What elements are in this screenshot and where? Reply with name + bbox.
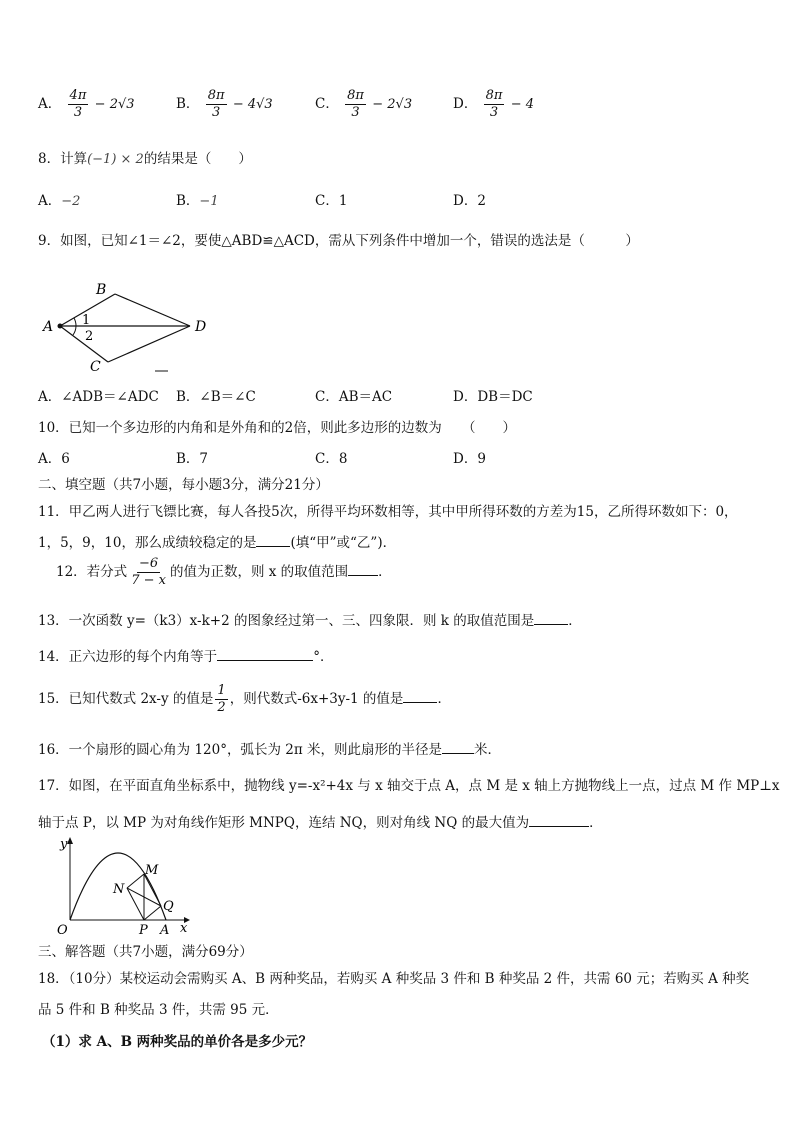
- q7-option-d: [453, 88, 534, 121]
- q8-prefix: 8．计算: [38, 151, 88, 167]
- label-n: N: [113, 882, 125, 897]
- q11-hint: (填“甲”或“乙”)．: [290, 535, 397, 551]
- q17-end: ．: [589, 815, 603, 831]
- q11-line-2: [38, 531, 396, 551]
- q11-line-1: 11．甲乙两人进行飞镖比赛，每人各投5次，所得平均环数相等，其中甲所得环数的方差为15，乙所得环数如下：0，: [38, 504, 738, 520]
- segment-bd: [115, 294, 190, 326]
- fraction: [215, 683, 227, 716]
- label-b: B: [96, 282, 107, 298]
- answer-blank[interactable]: [256, 534, 290, 547]
- fraction: [484, 88, 505, 121]
- option-label: D．: [453, 96, 478, 112]
- denominator: 7 − x: [131, 573, 166, 588]
- label-a: A: [160, 923, 170, 938]
- q15-prefix: 15．已知代数式 2x-y 的值是: [38, 691, 214, 707]
- numerator: 8π: [485, 88, 503, 103]
- segment-ac: [60, 326, 108, 362]
- q9-option-b: [176, 385, 256, 405]
- q13-text: 13．一次函数 y=（k3）x-k+2 的图象经过第一、三、四象限．则 k 的取值范围是: [38, 613, 535, 629]
- q9-figure: [40, 280, 215, 375]
- answer-blank[interactable]: [529, 814, 589, 827]
- option-tail: − 2√3: [94, 97, 135, 112]
- option-label: C．: [315, 193, 339, 209]
- q17-figure: [52, 832, 197, 938]
- option-value: 6: [61, 451, 70, 467]
- q14-question: [38, 645, 333, 665]
- denominator: 3: [489, 105, 499, 120]
- label-angle-2: 2: [85, 329, 94, 344]
- q14-text: 14．正六边形的每个内角等于: [38, 649, 218, 665]
- q10-option-a: [38, 447, 70, 467]
- q8-option-b: [176, 189, 219, 209]
- option-label: B．: [176, 389, 200, 405]
- q18-line-2: 品 5 件和 B 种奖品 3 件，共需 95 元．: [38, 1002, 279, 1018]
- option-value: −2: [61, 194, 81, 209]
- option-label: A．: [38, 193, 62, 209]
- q8-suffix: 的结果是（ ）: [143, 151, 252, 167]
- q8-option-c: [315, 189, 347, 209]
- q18-sub-1: （1）求 A、B 两种奖品的单价各是多少元？: [42, 1034, 313, 1050]
- q9-option-d: [453, 385, 533, 405]
- q15-end: ．: [437, 691, 451, 707]
- label-d: D: [195, 319, 207, 335]
- option-value: 2: [477, 193, 486, 209]
- option-label: C．: [315, 451, 339, 467]
- option-value: 7: [199, 451, 209, 467]
- option-tail: − 4: [510, 97, 535, 112]
- q12-question: [56, 556, 392, 589]
- label-p: P: [139, 923, 148, 938]
- option-label: C．: [315, 96, 339, 112]
- option-value: 1: [338, 193, 348, 209]
- option-label: D．: [453, 451, 478, 467]
- q16-end: 米．: [474, 742, 502, 758]
- option-label: D．: [453, 193, 478, 209]
- option-label: C．: [315, 389, 339, 405]
- numerator: −6: [138, 556, 159, 571]
- y-axis-arrow: [67, 837, 73, 844]
- denominator: 3: [73, 105, 83, 120]
- q12-prefix: 12．若分式: [56, 564, 128, 580]
- numerator: 8π: [207, 88, 225, 103]
- q12-end: ．: [378, 564, 392, 580]
- option-value: 8: [338, 451, 348, 467]
- q7-option-a: [38, 88, 135, 121]
- angle-1-arc: [74, 318, 76, 326]
- q7-option-c: [315, 88, 412, 121]
- q16-text: 16．一个扇形的圆心角为 120°，弧长为 2π 米，则此扇形的半径是: [38, 742, 443, 758]
- option-value: ∠ADB＝∠ADC: [61, 389, 159, 405]
- denominator: 2: [217, 700, 226, 715]
- q8-question: [38, 147, 252, 167]
- option-label: B．: [176, 96, 200, 112]
- q8-expression: (−1) × 2: [87, 152, 144, 167]
- option-label: A．: [38, 451, 62, 467]
- q14-end: °．: [313, 649, 334, 665]
- q17-line-2: [38, 811, 603, 831]
- fraction: [206, 88, 227, 121]
- q17-line-1: 17．如图，在平面直角坐标系中，抛物线 y=-x²+4x 与 x 轴交于点 A，点 M 是 x 轴上方抛物线上一点，过点 M 作 MP⊥x: [38, 778, 780, 794]
- answer-blank[interactable]: [403, 690, 437, 703]
- option-value: AB＝AC: [338, 389, 393, 405]
- fraction: [68, 88, 89, 121]
- q9-option-a: [38, 385, 159, 405]
- q18-line-1: 18．（10分）某校运动会需购买 A、B 两种奖品，若购买 A 种奖品 3 件和 B 种奖品 2 件，共需 60 元；若购买 A 种奖: [38, 971, 750, 987]
- section-3-heading: 三、解答题（共7小题，满分69分）: [38, 944, 253, 960]
- q10-option-d: [453, 447, 486, 467]
- answer-blank[interactable]: [348, 563, 378, 576]
- q8-option-a: [38, 189, 80, 209]
- point-a-dot: [58, 324, 63, 329]
- label-c: C: [90, 359, 101, 375]
- option-value: DB＝DC: [477, 389, 533, 405]
- q16-question: [38, 738, 501, 758]
- q9-option-c: [315, 385, 392, 405]
- segment-qp: [144, 906, 161, 920]
- section-2-heading: 二、填空题（共7小题，每小题3分，满分21分）: [38, 477, 329, 493]
- label-x: x: [180, 921, 188, 936]
- option-label: B．: [176, 193, 200, 209]
- q10-question: 10．已知一个多边形的内角和是外角和的2倍，则此多边形的边数为 （ ）: [38, 420, 517, 436]
- option-label: A．: [38, 389, 62, 405]
- denominator: 3: [351, 105, 360, 120]
- option-value: −1: [199, 194, 219, 209]
- q17-text: 轴于点 P，以 MP 为对角线作矩形 MNPQ，连结 NQ，则对角线 NQ 的最大值为: [38, 815, 530, 831]
- q13-end: ．: [568, 613, 582, 629]
- segment-nm: [127, 874, 144, 888]
- option-value: 9: [477, 451, 486, 467]
- option-tail: − 4√3: [232, 97, 273, 112]
- option-value: ∠B＝∠C: [199, 389, 256, 405]
- q15-suffix: ，则代数式-6x+3y-1 的值是: [229, 691, 404, 707]
- numerator: 1: [217, 683, 226, 698]
- q10-option-b: [176, 447, 208, 467]
- option-label: B．: [176, 451, 200, 467]
- answer-blank[interactable]: [442, 741, 474, 754]
- q10-option-c: [315, 447, 347, 467]
- label-a: A: [43, 319, 54, 335]
- answer-blank[interactable]: [534, 612, 568, 625]
- option-label: A．: [38, 96, 62, 112]
- fraction: [129, 556, 168, 589]
- label-angle-1: 1: [82, 313, 91, 328]
- answer-blank[interactable]: [217, 648, 313, 661]
- angle-2-arc: [73, 326, 76, 335]
- label-o: O: [57, 923, 68, 938]
- q13-question: [38, 609, 582, 629]
- fraction: [345, 88, 366, 121]
- option-tail: − 2√3: [372, 97, 413, 112]
- numerator: 8π: [347, 88, 364, 103]
- q7-option-b: [176, 88, 273, 121]
- segment-cd: [108, 326, 190, 362]
- option-label: D．: [453, 389, 478, 405]
- numerator: 4π: [69, 88, 87, 103]
- denominator: 3: [211, 105, 221, 120]
- label-y: y: [60, 837, 68, 852]
- q11-text: 1，5，9，10，那么成绩较稳定的是: [38, 535, 257, 551]
- label-m: M: [145, 863, 159, 878]
- q12-suffix: 的值为正数，则 x 的取值范围: [169, 564, 349, 580]
- label-q: Q: [163, 899, 174, 914]
- q15-question: [38, 683, 451, 716]
- q9-question: 9．如图，已知∠1＝∠2，要使△ABD≌△ACD，需从下列条件中增加一个，错误的选法是（ ）: [38, 233, 639, 249]
- q8-option-d: [453, 189, 486, 209]
